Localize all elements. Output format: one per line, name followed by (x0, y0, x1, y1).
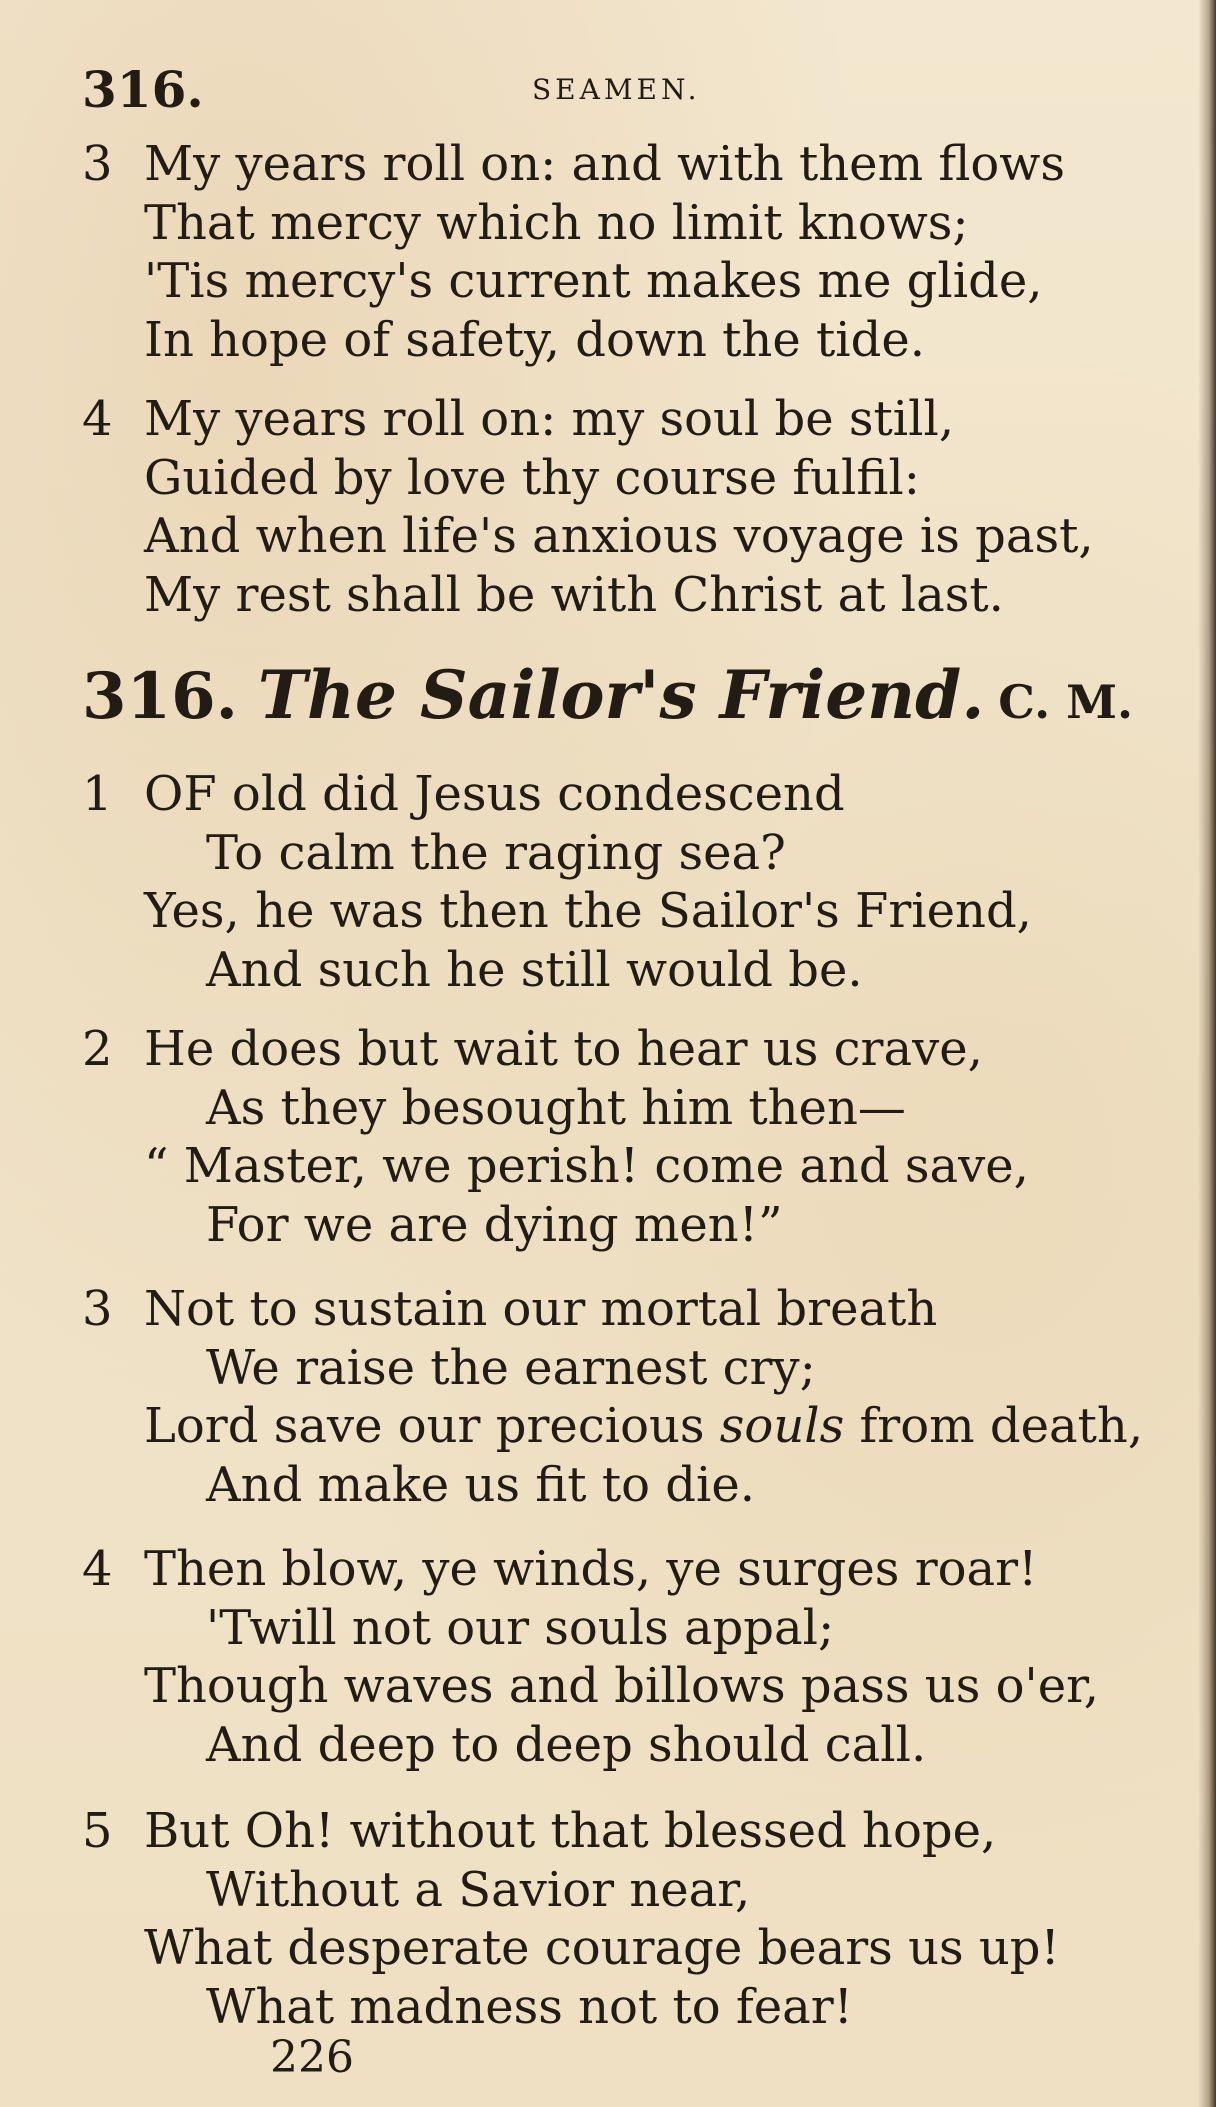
verse-line: 'Tis mercy's current makes me glide, (144, 253, 1043, 309)
verse-number: 4 (82, 391, 113, 447)
verse-line-part: Lord save our precious (144, 1398, 705, 1454)
verse-line: That mercy which no limit knows; (144, 194, 969, 251)
section-title: SEAMEN. (532, 73, 701, 106)
verse-line: And deep to deep should call. (206, 1716, 927, 1773)
hymn-meter: C. M. (998, 675, 1134, 729)
verse-line: In hope of safety, down the tide. (144, 311, 926, 368)
verse-line: Not to sustain our mortal breath (144, 1281, 938, 1337)
hymn-heading (82, 655, 1202, 735)
hymn-verse-4 (82, 1540, 1192, 1774)
verse-line: Though waves and billows pass us o'er, (144, 1658, 1100, 1714)
verse-line: We raise the earnest cry; (206, 1339, 816, 1396)
verse-number: 2 (82, 1021, 113, 1077)
hymn-title: The Sailor's Friend. (257, 656, 985, 734)
verse-line: And such he still would be. (206, 941, 863, 998)
verse-number: 1 (82, 766, 113, 822)
verse-line: Yes, he was then the Sailor's Friend, (144, 883, 1032, 939)
verse-number: 3 (82, 1281, 113, 1337)
verse-line-emphasis: souls (719, 1398, 845, 1454)
prev-hymn-verse-4 (82, 390, 1192, 624)
hymn-verse-5 (82, 1802, 1192, 2036)
verse-line: What desperate courage bears us up! (144, 1920, 1060, 1976)
prev-hymn-verse-3 (82, 135, 1192, 369)
verse-line: Guided by love thy course fulfil: (144, 449, 920, 506)
running-head (82, 60, 1142, 120)
verse-line: As they besought him then— (206, 1079, 906, 1136)
verse-line: To calm the raging sea? (206, 824, 786, 881)
page-edge-shadow (1198, 0, 1216, 2107)
page-number-bottom: 226 (270, 2032, 354, 2083)
verse-line: And make us fit to die. (206, 1456, 755, 1513)
verse-number: 5 (82, 1803, 113, 1859)
verse-line: Then blow, ye winds, ye surges roar! (144, 1541, 1038, 1597)
hymn-verse-2 (82, 1020, 1192, 1254)
hymn-verse-3 (82, 1280, 1192, 1514)
verse-line: 'Twill not our souls appal; (206, 1599, 835, 1656)
verse-line: “ Master, we perish! come and save, (144, 1138, 1029, 1194)
verse-line: My rest shall be with Christ at last. (144, 566, 1004, 623)
verse-line: But Oh! without that blessed hope, (144, 1803, 997, 1859)
verse-line: My years roll on: my soul be still, (144, 391, 955, 447)
page-number-top: 316. (82, 60, 204, 119)
verse-line: Without a Savior near, (206, 1861, 751, 1918)
verse-line (82, 1397, 1192, 1456)
verse-line: My years roll on: and with them flows (144, 136, 1065, 192)
verse-number: 3 (82, 136, 113, 192)
verse-line: OF old did Jesus condescend (144, 766, 845, 822)
verse-number: 4 (82, 1541, 113, 1597)
verse-line: What madness not to fear! (206, 1978, 853, 2035)
verse-line: He does but wait to hear us crave, (144, 1021, 983, 1077)
hymn-verse-1 (82, 765, 1192, 999)
hymn-number: 316. (82, 659, 238, 734)
verse-line-part: from death, (844, 1398, 1144, 1454)
verse-line: For we are dying men!” (206, 1196, 783, 1253)
verse-line: And when life's anxious voyage is past, (144, 508, 1094, 564)
